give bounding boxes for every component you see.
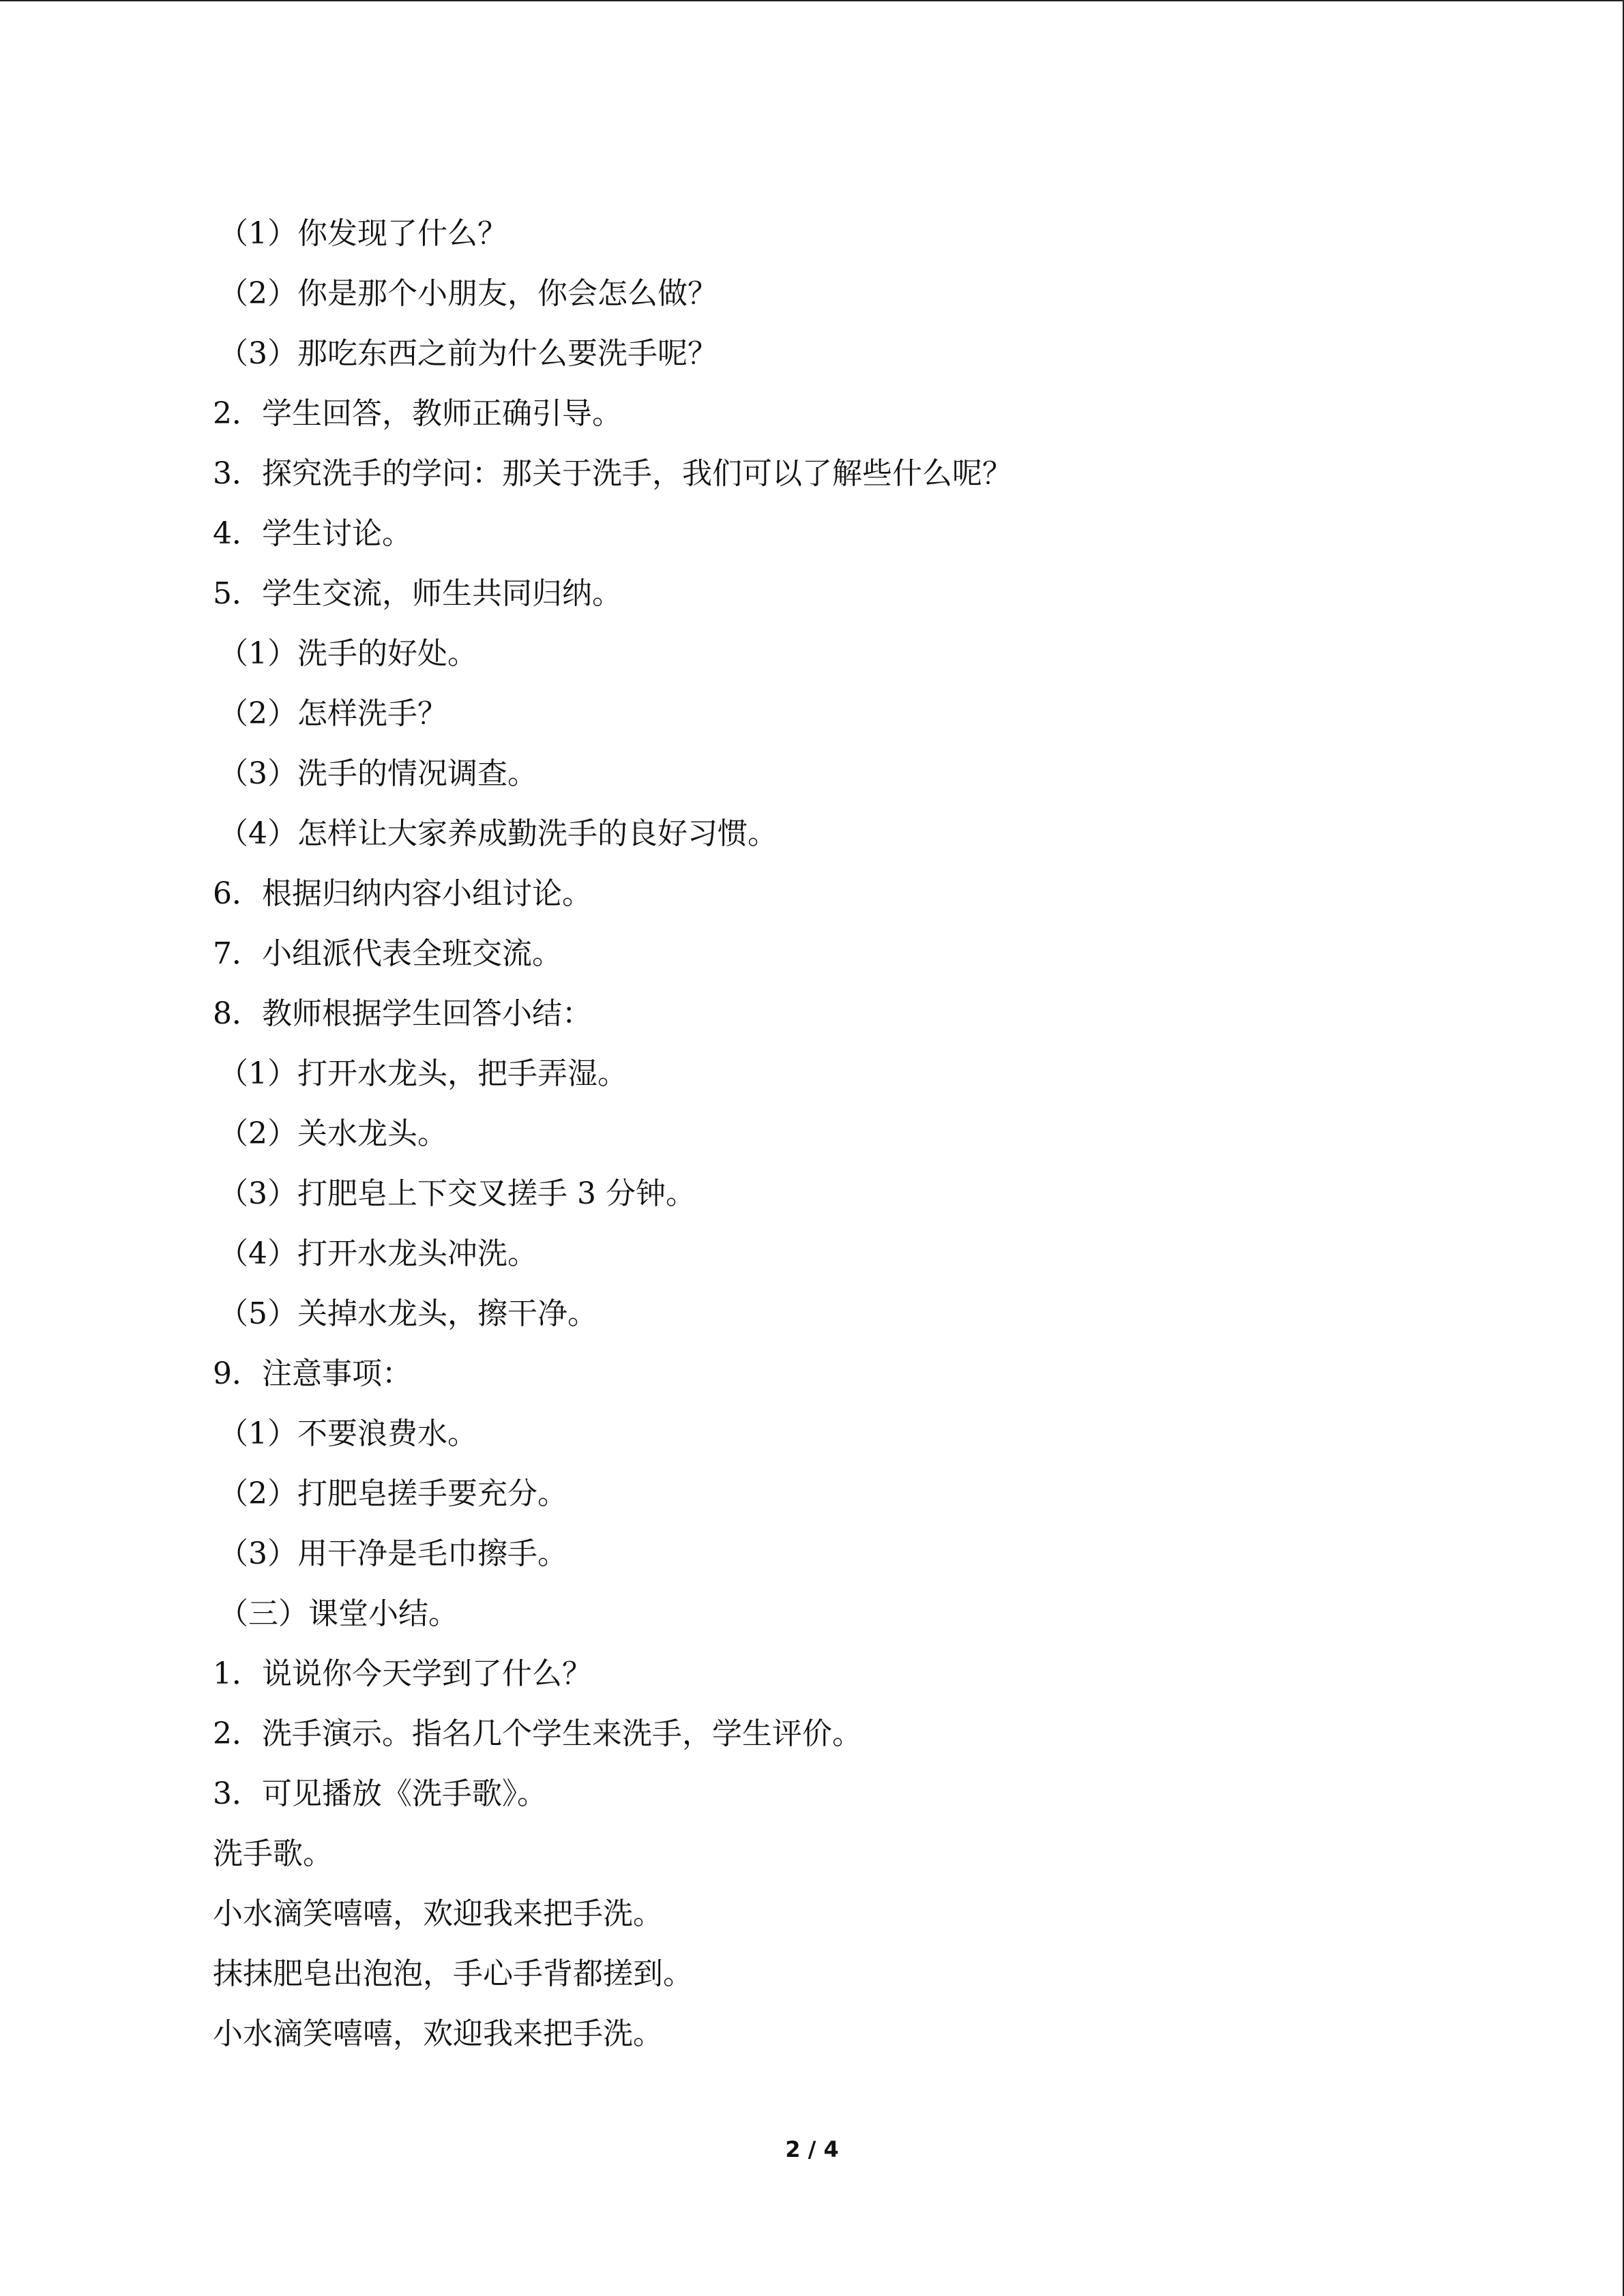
text-line: （1）洗手的好处。 — [218, 636, 477, 671]
text-line: （5）关掉水龙头，擦干净。 — [218, 1296, 597, 1331]
text-line: 2．洗手演示。指名几个学生来洗手，学生评价。 — [213, 1716, 862, 1751]
text-line: （2）打肥皂搓手要充分。 — [218, 1476, 567, 1511]
text-line: 8．教师根据学生回答小结： — [213, 996, 592, 1031]
text-line: （4）打开水龙头冲洗。 — [218, 1236, 537, 1271]
text-line: （1）不要浪费水。 — [218, 1416, 477, 1451]
document-body — [0, 204, 1624, 2064]
text-line: 抹抹肥皂出泡泡，手心手背都搓到。 — [213, 1956, 693, 1991]
text-line: 7．小组派代表全班交流。 — [213, 936, 562, 971]
text-line: 2．学生回答，教师正确引导。 — [213, 396, 622, 431]
text-line: 3．探究洗手的学问：那关于洗手，我们可以了解些什么呢？ — [213, 456, 1012, 491]
text-line: （1）打开水龙头，把手弄湿。 — [218, 1056, 628, 1091]
text-line: 6．根据归纳内容小组讨论。 — [213, 876, 592, 911]
text-line: （2）怎样洗手？ — [218, 696, 447, 731]
text-line: 小水滴笑嘻嘻，欢迎我来把手洗。 — [213, 1896, 663, 1931]
page-number: 2 / 4 — [785, 2136, 839, 2162]
text-line: 洗手歌。 — [213, 1836, 333, 1871]
text-line: （3）洗手的情况调查。 — [218, 756, 537, 791]
text-line: （3）用干净是毛巾擦手。 — [218, 1536, 567, 1571]
text-line: 4．学生讨论。 — [213, 516, 412, 551]
text-line: 5．学生交流，师生共同归纳。 — [213, 576, 622, 611]
text-line: 1．说说你今天学到了什么？ — [213, 1656, 592, 1691]
text-line: 3．可见播放《洗手歌》。 — [213, 1776, 547, 1811]
text-line: 小水滴笑嘻嘻，欢迎我来把手洗。 — [213, 2016, 663, 2051]
text-line: （4）怎样让大家养成勤洗手的良好习惯。 — [218, 816, 778, 851]
text-line: 9．注意事项： — [213, 1356, 412, 1391]
text-line: （2）关水龙头。 — [218, 1116, 447, 1151]
text-line: （2）你是那个小朋友，你会怎么做？ — [218, 276, 718, 311]
text-line: （1）你发现了什么？ — [218, 216, 507, 251]
text-line: （3）打肥皂上下交叉搓手 3 分钟。 — [218, 1176, 696, 1211]
text-line: （3）那吃东西之前为什么要洗手呢？ — [218, 336, 718, 371]
text-line: （三）课堂小结。 — [218, 1596, 458, 1631]
